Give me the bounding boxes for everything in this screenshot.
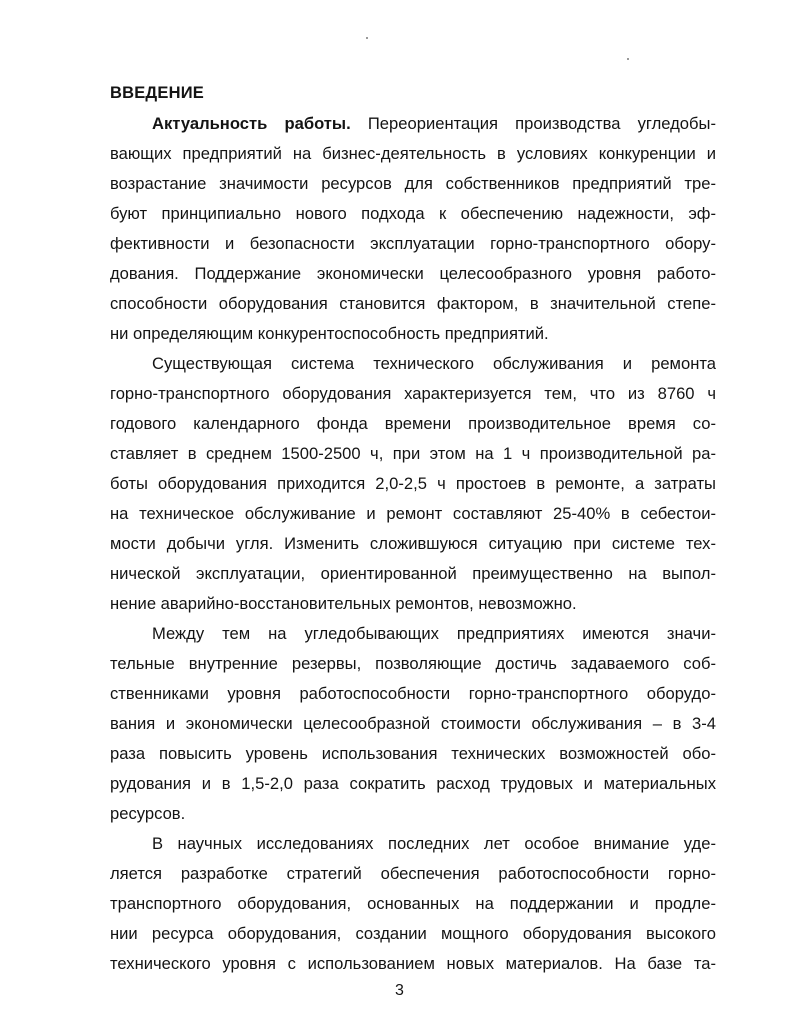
paragraph-line: технического уровня с использованием новых материалов. На базе та- <box>110 954 716 973</box>
paragraph-line: Между тем на угледобывающих предприятиях имеются значи- <box>152 624 716 643</box>
paragraph-line: нение аварийно-восстановительных ремонтов, невозможно. <box>110 594 577 613</box>
paragraph-line: Существующая система технического обслуживания и ремонта <box>152 354 716 373</box>
paragraph-line: ни определяющим конкурентоспособность предприятий. <box>110 324 549 343</box>
paragraph-line: вающих предприятий на бизнес-деятельность в условиях конкуренции и <box>110 144 716 163</box>
paragraph-line: возрастание значимости ресурсов для собственников предприятий тре- <box>110 174 716 193</box>
paragraph-line: способности оборудования становится фактором, в значительной степе- <box>110 294 716 313</box>
scan-speck <box>627 58 629 60</box>
paragraph-line: фективности и безопасности эксплуатации горно-транспортного обору- <box>110 234 716 253</box>
paragraph-line: ственниками уровня работоспособности горно-транспортного оборудо- <box>110 684 716 703</box>
paragraph-line: годового календарного фонда времени производительное время со- <box>110 414 716 433</box>
paragraph-line: боты оборудования приходится 2,0-2,5 ч простоев в ремонте, а затраты <box>110 474 716 493</box>
paragraph-line: транспортного оборудования, основанных на поддержании и продле- <box>110 894 716 913</box>
paragraph-line: мости добычи угля. Изменить сложившуюся ситуацию при системе тех- <box>110 534 716 553</box>
paragraph-line <box>152 114 716 134</box>
paragraph-line: нической эксплуатации, ориентированной преимущественно на выпол- <box>110 564 716 583</box>
paragraph-lead: Актуальность работы. <box>152 114 351 133</box>
page-number: 3 <box>395 982 404 999</box>
scan-speck <box>366 37 368 39</box>
paragraph-line: дования. Поддержание экономически целесообразного уровня работо- <box>110 264 716 283</box>
paragraph-line: ресурсов. <box>110 804 186 823</box>
paragraph-line: вания и экономически целесообразной стоимости обслуживания – в 3-4 <box>110 714 716 733</box>
paragraph-line: на техническое обслуживание и ремонт составляют 25-40% в себестои- <box>110 504 716 523</box>
paragraph-line-text: Переориентация производства угледобы- <box>350 114 716 133</box>
paragraph-line: рудования и в 1,5-2,0 раза сократить расход трудовых и материальных <box>110 774 716 793</box>
paragraph-line: тельные внутренние резервы, позволяющие достичь задаваемого соб- <box>110 654 716 673</box>
paragraph-line: В научных исследованиях последних лет особое внимание уде- <box>152 834 716 853</box>
paragraph-line: горно-транспортного оборудования характеризуется тем, что из 8760 ч <box>110 384 716 403</box>
paragraph-line: буют принципиально нового подхода к обеспечению надежности, эф- <box>110 204 716 223</box>
paragraph-line: раза повысить уровень использования технических возможностей обо- <box>110 744 716 763</box>
section-heading: ВВЕДЕНИЕ <box>110 84 204 102</box>
paragraph-line: ставляет в среднем 1500-2500 ч, при этом на 1 ч производительной ра- <box>110 444 716 463</box>
paragraph-line: ляется разработке стратегий обеспечения работоспособности горно- <box>110 864 716 883</box>
paragraph-line: нии ресурса оборудования, создании мощного оборудования высокого <box>110 924 716 943</box>
